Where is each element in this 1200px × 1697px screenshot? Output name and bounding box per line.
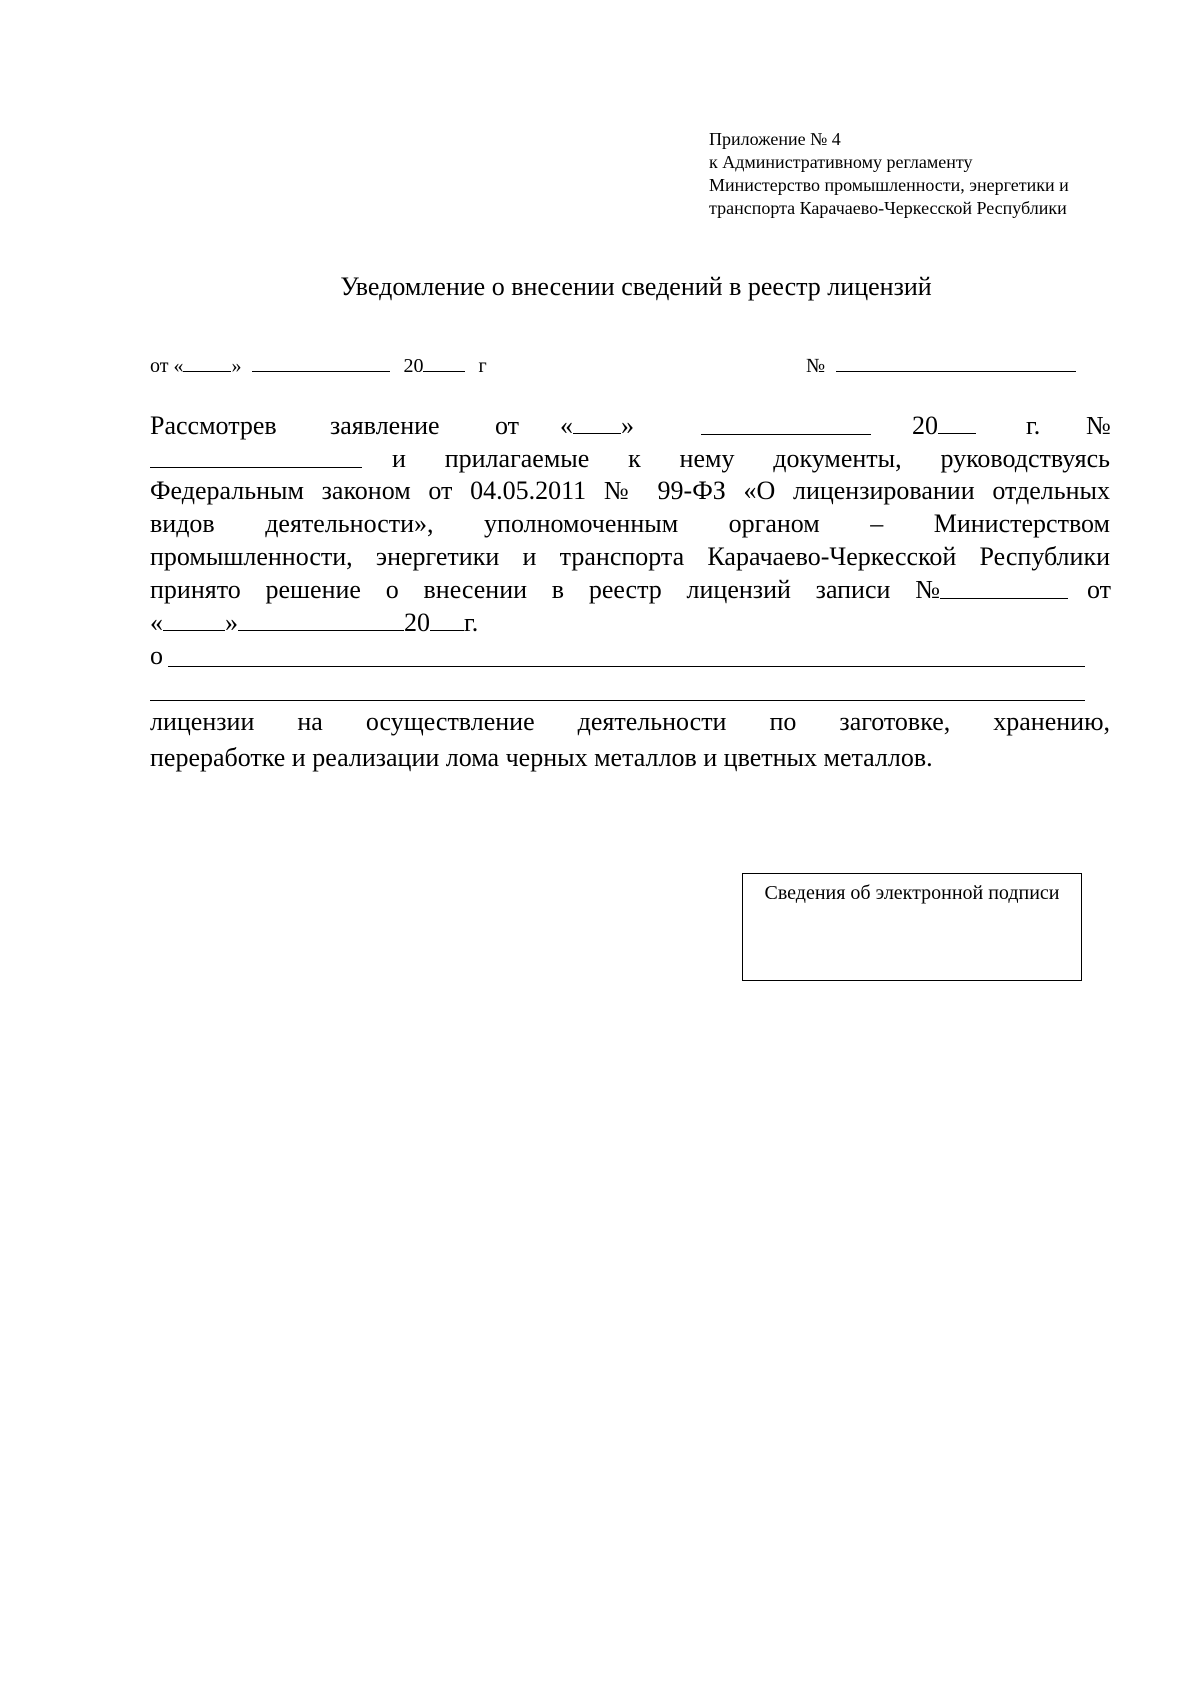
electronic-signature-box — [742, 873, 1082, 981]
appendix-ministry: Министерство промышленности, энергетики и — [709, 175, 1069, 195]
appendix-number: Приложение № 4 — [709, 129, 841, 149]
number-line — [806, 349, 1076, 378]
appendix-ministry-cont: транспорта Карачаево-Черкесской Республики — [709, 198, 1067, 218]
body-line-6 — [150, 574, 1110, 606]
date-line — [150, 349, 487, 378]
month-blank — [252, 349, 390, 372]
body-line-11: переработке и реализации лома черных металлов и цветных металлов. — [150, 743, 933, 772]
body-line-4: видов деятельности», уполномоченным органом – Министерством — [150, 509, 1110, 538]
body-line-8 — [150, 640, 163, 672]
number-sign: № — [806, 355, 826, 377]
number-blank — [836, 349, 1076, 372]
app-year-field: 20 — [912, 410, 976, 442]
record-year-prefix: 20 — [404, 608, 430, 637]
body-line-7 — [150, 607, 478, 639]
document-title: Уведомление о внесении сведений в реестр лицензий — [340, 272, 932, 301]
record-open-quote: « — [150, 608, 163, 637]
body-line-10: лицензии на осуществление деятельности по заготовке, хранению, — [150, 707, 1110, 736]
word-o: о — [150, 641, 163, 670]
record-close-quote: » — [225, 608, 238, 637]
appendix-reference: к Административному регламенту — [709, 152, 973, 172]
record-day-blank — [163, 608, 225, 631]
year-prefix: 20 — [403, 355, 424, 377]
app-month-blank — [701, 412, 871, 435]
date-close-quote: » — [231, 355, 242, 377]
year-suffix: г — [478, 355, 487, 377]
subject-blank-line-2 — [150, 700, 1085, 701]
record-year-blank — [430, 608, 464, 631]
subject-blank-line-1 — [168, 666, 1085, 667]
word-number: № — [1086, 411, 1111, 440]
date-from-label: от « — [150, 355, 184, 377]
word-ot: от — [495, 411, 520, 440]
record-number-blank — [940, 576, 1068, 599]
body-line-2-text: и прилагаемые к нему документы, руководствуясь — [392, 444, 1110, 473]
word-rassmotrev: Рассмотрев — [150, 411, 277, 440]
year-blank — [423, 349, 465, 372]
body-line-2 — [150, 443, 1110, 475]
body-line-3: Федеральным законом от 04.05.2011 № 99-ФЗ «О лицензировании отдельных — [150, 476, 1110, 505]
body-line-5: промышленности, энергетики и транспорта Карачаево-Черкесской Республики — [150, 542, 1110, 571]
electronic-signature-label: Сведения об электронной подписи — [764, 882, 1060, 904]
app-number-blank — [150, 445, 362, 468]
record-year-suffix: г. — [464, 608, 479, 637]
word-g: г. — [1026, 411, 1041, 440]
body-line-1 — [150, 410, 1110, 442]
record-month-blank — [238, 608, 404, 631]
app-day-field: « » — [560, 411, 634, 440]
day-blank — [183, 349, 231, 372]
word-zayavlenie: заявление — [330, 411, 440, 440]
word-ot-2: от — [1087, 575, 1112, 604]
body-line-6-text: принято решение о внесении в реестр лицензий записи № — [150, 575, 940, 604]
